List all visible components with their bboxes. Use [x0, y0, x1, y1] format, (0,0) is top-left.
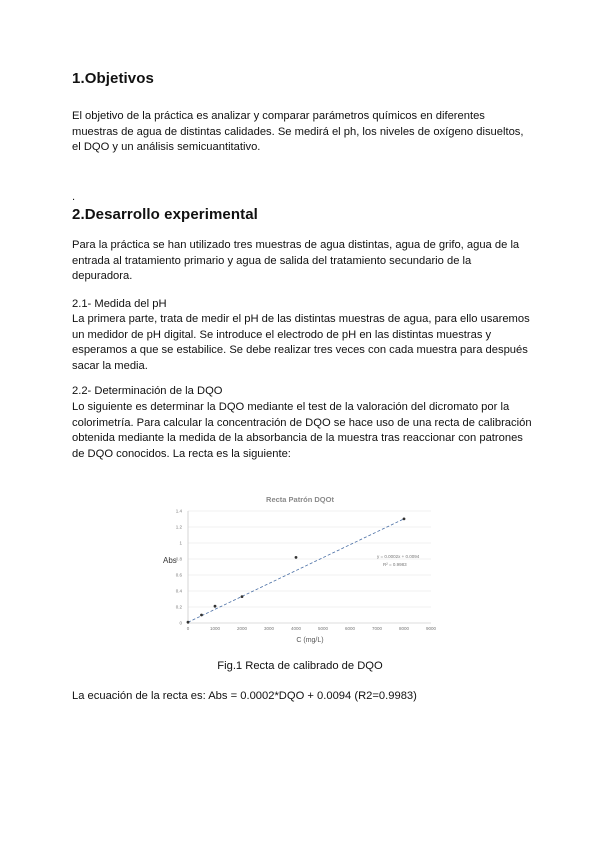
x-tick-label: 8000 — [398, 626, 410, 631]
x-tick-label: 9000 — [425, 626, 437, 631]
section-2-2-title: 2.2- Determinación de la DQO — [72, 385, 223, 397]
y-tick-label: 0.2 — [175, 604, 182, 610]
y-tick-label: 1.4 — [175, 508, 182, 514]
y-tick-label: 0.6 — [175, 572, 182, 578]
x-tick-label: 7000 — [371, 626, 383, 631]
data-point — [295, 556, 298, 559]
section-1-text: El objetivo de la práctica es analizar y comparar parámetros químicos en diferentes muestras de agua de distintas calidades. Se medirá el ph, los niveles de oxígeno disueltos, el DQO y un análisis semicuantitativo. — [72, 110, 524, 154]
data-point — [214, 605, 217, 608]
data-point — [187, 621, 190, 624]
stray-dot: . — [72, 191, 76, 203]
figure-caption: Fig.1 Recta de calibrado de DQO — [217, 660, 383, 672]
section-2-title: 2.Desarrollo experimental — [72, 206, 258, 223]
x-tick-label: 6000 — [344, 626, 356, 631]
x-tick-label: 2000 — [236, 626, 248, 631]
section-2-2-text: Lo siguiente es determinar la DQO mediante el test de la valoración del dicromato por la colorimetría. Para calcular la concentración de DQO se hace uso de una recta de calibración obtenida mediante la medida de la absorbancia de la muestra tras reaccionar con patrones de DQO conocidos. La recta es la siguiente: — [72, 401, 532, 460]
r2-label: R² = 0.9983 — [383, 562, 407, 567]
equation-text: La ecuación de la recta es: Abs = 0.0002*DQO + 0.0094 (R2=0.9983) — [72, 690, 417, 702]
y-tick-label: 0 — [179, 620, 182, 626]
x-tick-label: 1000 — [209, 626, 221, 631]
y-tick-label: 1.2 — [175, 524, 182, 530]
data-point — [200, 614, 203, 617]
data-point — [403, 517, 406, 520]
x-tick-label: 4000 — [290, 626, 302, 631]
y-tick-label: 0.4 — [175, 588, 182, 594]
x-tick-label: 3000 — [263, 626, 275, 631]
y-tick-label: 0.8 — [175, 556, 182, 562]
section-1-title: 1.Objetivos — [72, 70, 154, 87]
x-axis-label: C (mg/L) — [296, 637, 324, 644]
calibration-chart — [155, 485, 445, 645]
section-2-text: Para la práctica se han utilizado tres muestras de agua distintas, agua de grifo, agua de la entrada al tratamiento primario y agua de salida del tratamiento secundario de la depuradora. — [72, 239, 520, 283]
equation-label: y = 0.0002x + 0.0094 — [377, 554, 420, 559]
x-tick-label: 5000 — [317, 626, 329, 631]
section-2-1-text: La primera parte, trata de medir el pH de las distintas muestras de agua, para ello usaremos un medidor de pH digital. Se introduce el electrodo de pH en las distintas muestras y esperamos a que se estabilice. Se debe realizar tres veces con cada muestra para después sacar la media. — [72, 313, 530, 372]
y-tick-label: 1 — [179, 540, 182, 546]
y-axis-label: Abs — [163, 556, 177, 565]
chart-title: Recta Patrón DQOt — [266, 495, 334, 504]
x-tick-label: 0 — [186, 626, 190, 631]
section-2-1-title: 2.1- Medida del pH — [72, 298, 167, 310]
data-point — [241, 595, 244, 598]
